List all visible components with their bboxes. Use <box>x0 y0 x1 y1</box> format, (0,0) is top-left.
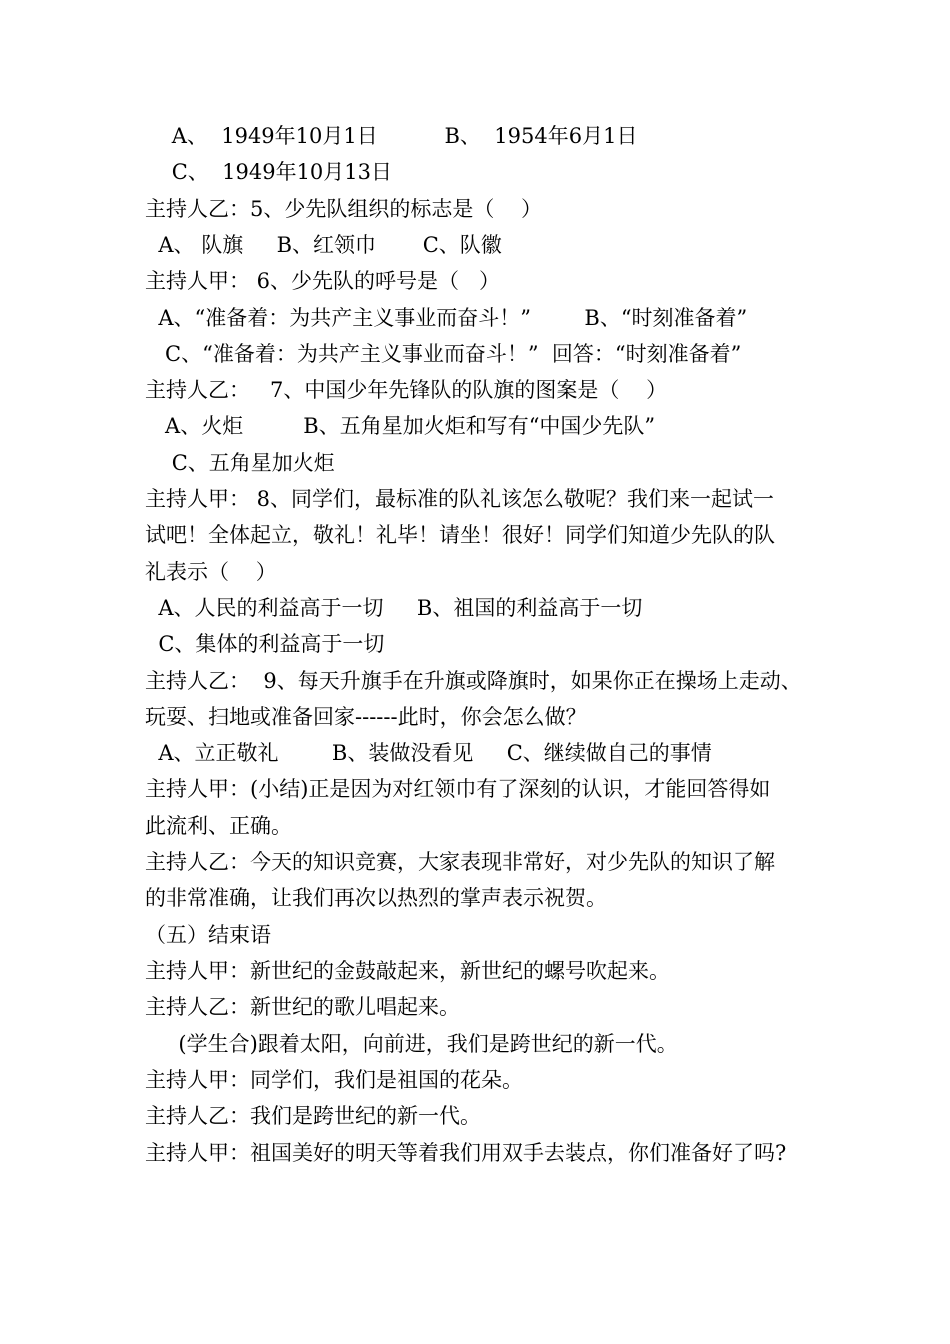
answer-option-q8-c: C、集体的利益高于一切 <box>145 632 385 656</box>
closing-line-5: 主持人乙：我们是跨世纪的新一代。 <box>145 1104 481 1128</box>
answer-option-q4-c: C、 1949年10月13日 <box>145 160 393 184</box>
answer-options-q4-ab: A、 1949年10月1日 B、 1954年6月1日 <box>145 124 638 148</box>
question-5: 主持人乙：5、少先队组织的标志是（ ） <box>145 197 543 221</box>
answer-options-q5: A、 队旗 B、红领巾 C、队徽 <box>145 233 502 257</box>
closing-line-6: 主持人甲：祖国美好的明天等着我们用双手去装点，你们准备好了吗? <box>145 1141 787 1165</box>
question-8-line-3: 礼表示（ ） <box>145 560 277 584</box>
summary-line-2: 此流利、正确。 <box>145 814 292 838</box>
praise-line-1: 主持人乙：今天的知识竞赛，大家表现非常好，对少先队的知识了解 <box>145 850 775 874</box>
answer-options-q9: A、立正敬礼 B、装做没看见 C、继续做自己的事情 <box>145 741 712 765</box>
closing-line-3: (学生合)跟着太阳，向前进，我们是跨世纪的新一代。 <box>145 1032 678 1056</box>
answer-option-q7-c: C、五角星加火炬 <box>145 451 335 475</box>
answer-options-q8-ab: A、人民的利益高于一切 B、祖国的利益高于一切 <box>145 596 643 620</box>
question-9-line-1: 主持人乙： 9、每天升旗手在升旗或降旗时，如果你正在操场上走动、 <box>145 669 802 693</box>
summary-line-1: 主持人甲：(小结)正是因为对红领巾有了深刻的认识，才能回答得如 <box>145 777 771 801</box>
question-8-line-2: 试吧！全体起立，敬礼！礼毕！请坐！很好！同学们知道少先队的队 <box>145 523 775 547</box>
closing-line-4: 主持人甲：同学们，我们是祖国的花朵。 <box>145 1068 523 1092</box>
section-heading-closing: （五）结束语 <box>145 923 271 947</box>
closing-line-1: 主持人甲：新世纪的金鼓敲起来，新世纪的螺号吹起来。 <box>145 959 670 983</box>
answer-options-q6-ab: A、“准备着：为共产主义事业而奋斗！” B、“时刻准备着” <box>145 306 748 330</box>
question-8-line-1: 主持人甲： 8、同学们，最标准的队礼该怎么敬呢？我们来一起试一 <box>145 487 775 511</box>
answer-option-q6-c: C、“准备着：为共产主义事业而奋斗！” 回答：“时刻准备着” <box>145 342 742 366</box>
question-6: 主持人甲： 6、少先队的呼号是（ ） <box>145 269 501 293</box>
praise-line-2: 的非常准确，让我们再次以热烈的掌声表示祝贺。 <box>145 886 607 910</box>
answer-options-q7-ab: A、火炬 B、五角星加火炬和写有“中国少先队” <box>145 414 656 438</box>
question-9-line-2: 玩耍、扫地或准备回家------此时，你会怎么做？ <box>145 705 587 729</box>
closing-line-2: 主持人乙：新世纪的歌儿唱起来。 <box>145 995 460 1019</box>
question-7: 主持人乙： 7、中国少年先锋队的队旗的图案是（ ） <box>145 378 668 402</box>
